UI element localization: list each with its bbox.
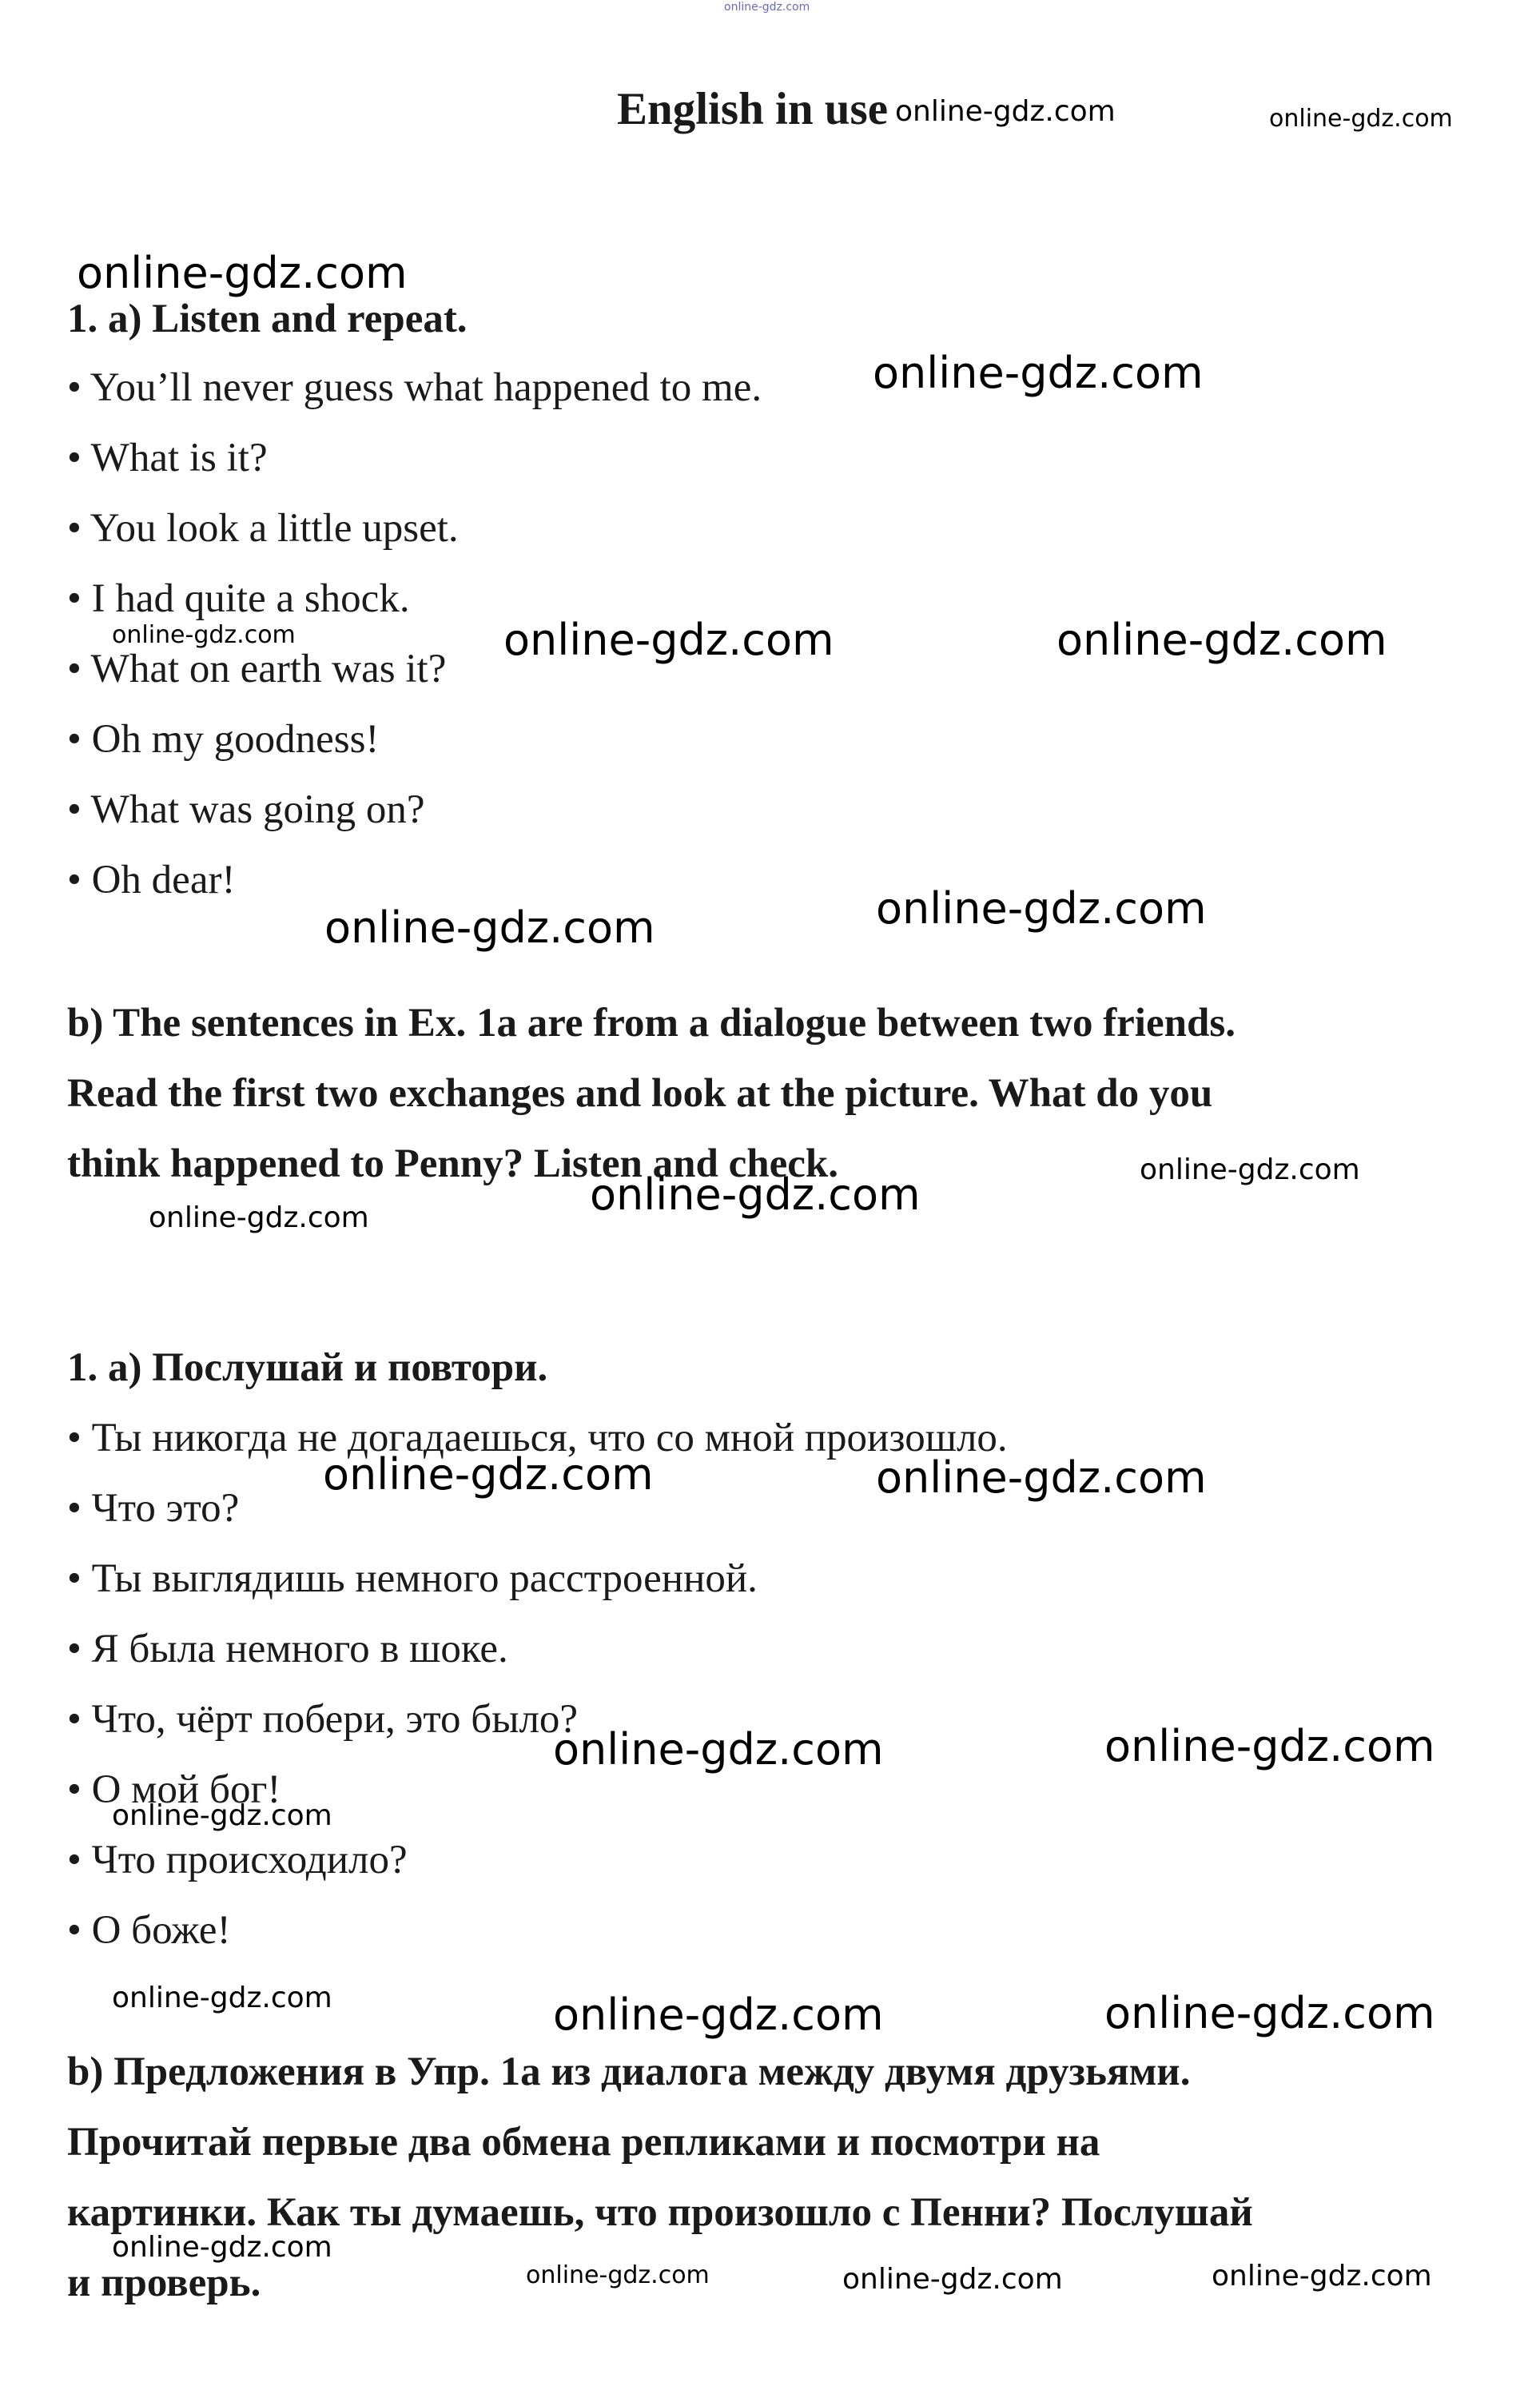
- watermark: online-gdz.com: [895, 95, 1116, 128]
- watermark: online-gdz.com: [526, 2261, 710, 2289]
- list-item: • I had quite a shock.: [67, 576, 410, 621]
- watermark: online-gdz.com: [1057, 615, 1387, 665]
- watermark: online-gdz.com: [590, 1169, 921, 1220]
- watermark: online-gdz.com: [553, 1990, 884, 2040]
- watermark: online-gdz.com: [1104, 1988, 1435, 2038]
- watermark: online-gdz.com: [1140, 1153, 1360, 1186]
- watermark: online-gdz.com: [112, 2231, 332, 2264]
- paragraph-line: b) The sentences in Ex. 1a are from a dialogue between two friends.: [67, 1001, 1236, 1046]
- paragraph-line: и проверь.: [67, 2261, 261, 2305]
- watermark: online-gdz.com: [323, 1449, 654, 1500]
- list-item: • Ты выглядишь немного расстроенной.: [67, 1556, 758, 1601]
- watermark: online-gdz.com: [112, 1799, 332, 1832]
- paragraph-line: think happened to Penny? Listen and check.: [67, 1141, 838, 1186]
- list-item: • Что происходило?: [67, 1838, 408, 1882]
- watermark: online-gdz.com: [724, 1, 810, 14]
- list-item: • Oh my goodness!: [67, 717, 380, 762]
- paragraph-line: картинки. Как ты думаешь, что произошло с Пенни? Послушай: [67, 2190, 1253, 2235]
- list-item: • О мой бог!: [67, 1767, 281, 1812]
- watermark: online-gdz.com: [842, 2263, 1063, 2296]
- watermark: online-gdz.com: [1269, 105, 1453, 133]
- watermark: online-gdz.com: [873, 348, 1204, 398]
- watermark: online-gdz.com: [77, 248, 408, 298]
- list-item: • You look a little upset.: [67, 506, 459, 551]
- list-item: • What on earth was it?: [67, 647, 447, 691]
- watermark: online-gdz.com: [1104, 1721, 1435, 1771]
- watermark: online-gdz.com: [1212, 2260, 1432, 2292]
- list-item: • Что, чёрт побери, это было?: [67, 1697, 579, 1742]
- paragraph-line: b) Предложения в Упр. 1а из диалога между двумя друзьями.: [67, 2049, 1191, 2094]
- watermark: online-gdz.com: [112, 621, 296, 649]
- watermark: online-gdz.com: [553, 1724, 884, 1775]
- list-item: • О боже!: [67, 1908, 231, 1953]
- list-item: • Я была немного в шоке.: [67, 1627, 508, 1671]
- watermark: online-gdz.com: [324, 902, 655, 953]
- section-heading-ru: 1. a) Послушай и повтори.: [67, 1345, 548, 1390]
- watermark: online-gdz.com: [112, 1982, 332, 2014]
- paragraph-line: Read the first two exchanges and look at the picture. What do you: [67, 1071, 1213, 1116]
- list-item: • You’ll never guess what happened to me.: [67, 365, 762, 410]
- watermark: online-gdz.com: [876, 1452, 1207, 1503]
- section-heading-en: 1. a) Listen and repeat.: [67, 297, 468, 341]
- list-item: • Что это?: [67, 1486, 240, 1531]
- page-title: English in use: [617, 84, 888, 134]
- watermark: online-gdz.com: [503, 615, 834, 665]
- paragraph-line: Прочитай первые два обмена репликами и посмотри на: [67, 2120, 1100, 2165]
- list-item: • Ты никогда не догадаешься, что со мной произошло.: [67, 1416, 1008, 1460]
- list-item: • What was going on?: [67, 787, 425, 832]
- watermark: online-gdz.com: [876, 883, 1207, 934]
- watermark: online-gdz.com: [149, 1201, 369, 1234]
- list-item: • What is it?: [67, 436, 268, 480]
- list-item: • Oh dear!: [67, 858, 236, 902]
